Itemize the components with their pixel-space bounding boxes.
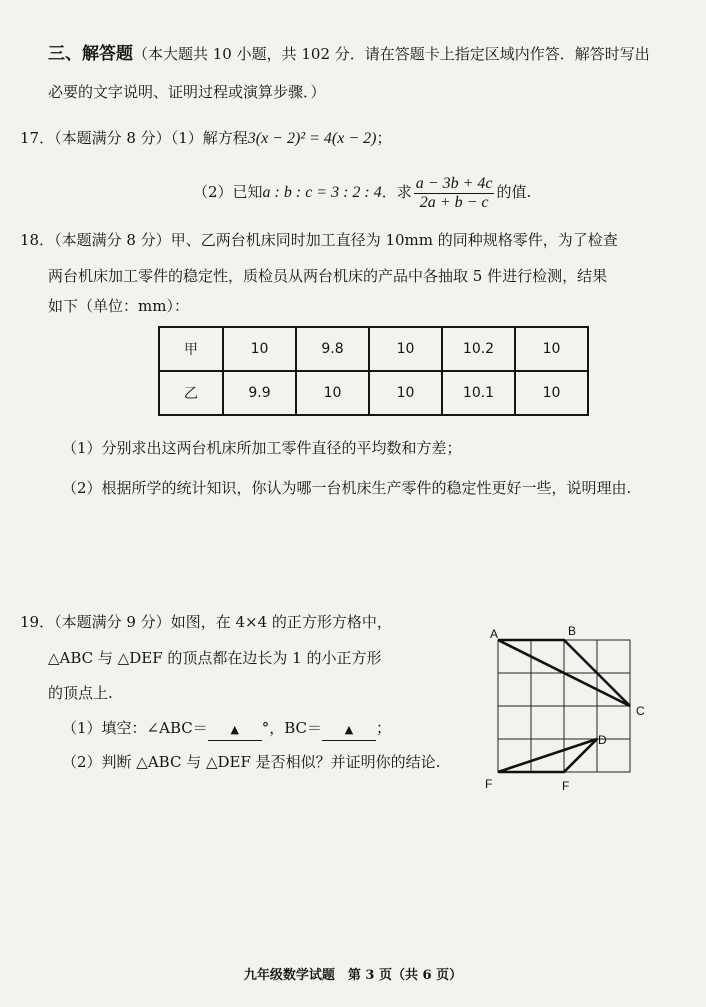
section-prefix: 三、 [48, 44, 82, 64]
grid-lines [498, 640, 630, 772]
q17-p1-end: ； [376, 129, 392, 147]
q18-number: 18． [20, 231, 55, 249]
q19-p1-deg: °，BC＝ [261, 719, 323, 737]
triangle-marker-icon: ▲ [230, 723, 239, 736]
q17-line1 [20, 128, 391, 149]
table-cell: 10 [369, 371, 442, 415]
vertex-label-d: D [598, 733, 607, 747]
vertex-label-b: B [568, 624, 577, 638]
q17-fraction-numerator: a − 3b + 4c [415, 174, 493, 192]
table-cell: 10 [223, 327, 296, 371]
q17-score: （本题满分 8 分） [54, 129, 171, 147]
q18-text-2: 两台机床加工零件的稳定性，质检员从两台机床的产品中各抽取 5 件进行检测，结果 [48, 267, 608, 285]
q19-grid-figure [480, 620, 660, 800]
table-cell: 10 [369, 327, 442, 371]
q18-part2: （2）根据所学的统计知识，你认为哪一台机床生产零件的稳定性更好一些，说明理由. [62, 479, 632, 497]
section-desc-2: 必要的文字说明、证明过程或演算步骤．） [48, 83, 326, 101]
q18-score: （本题满分 8 分） [54, 231, 171, 249]
q17-p1-label: （1）解方程 [170, 129, 248, 147]
table-cell: 9.9 [223, 371, 296, 415]
table-cell: 10.2 [442, 327, 515, 371]
table-cell: 10 [515, 327, 588, 371]
page-footer: 九年级数学试题 第 3 页（共 6 页） [243, 968, 463, 983]
q19-text-3: 的顶点上. [48, 684, 113, 702]
q17-p2-ratio: a : b : c = 3 : 2 : 4 [262, 184, 382, 201]
q17-p2-end: 的值. [496, 183, 532, 201]
vertex-label-f: F [485, 777, 493, 791]
q18-text-1: 甲、乙两台机床同时加工直径为 10mm 的同种规格零件，为了检查 [170, 231, 618, 249]
q19-p1-label: （1）填空：∠ABC＝ [62, 719, 208, 737]
q19-line1 [20, 612, 392, 632]
triangle-def [498, 739, 597, 772]
section-header [48, 44, 650, 64]
q17-p2-ask: ．求 [381, 183, 412, 201]
vertex-label-e: F [562, 779, 570, 793]
section-title: 解答题 [82, 44, 133, 64]
q17-fraction-denominator: 2a + b − c [419, 193, 489, 211]
q17-line2 [193, 172, 531, 213]
table-row-label-yi: 乙 [159, 371, 223, 415]
q17-p1-equation: 3(x − 2)² = 4(x − 2) [247, 130, 377, 147]
answer-blank-angle [208, 718, 262, 741]
q17-p2-label: （2）已知 [193, 183, 263, 201]
q19-part1 [62, 718, 391, 741]
q18-data-table [158, 326, 589, 416]
q19-score: （本题满分 9 分） [54, 613, 171, 631]
table-cell: 10.1 [442, 371, 515, 415]
table-row-label-jia: 甲 [159, 327, 223, 371]
q19-part2: （2）判断 △ABC 与 △DEF 是否相似？并证明你的结论. [62, 753, 441, 771]
table-cell: 9.8 [296, 327, 369, 371]
q19-p1-end: ； [376, 719, 392, 737]
q19-text-2: △ABC 与 △DEF 的顶点都在边长为 1 的小正方形 [48, 649, 382, 667]
q19-number: 19． [20, 613, 55, 631]
q18-part1: （1）分别求出这两台机床所加工零件直径的平均数和方差； [62, 439, 462, 457]
vertex-label-c: C [636, 704, 645, 718]
q17-number: 17． [20, 129, 55, 147]
q19-text-1: 如图，在 4×4 的正方形方格中， [170, 613, 392, 631]
section-desc-1: （本大题共 10 小题，共 102 分．请在答题卡上指定区域内作答．解答时写出 [133, 45, 650, 63]
q18-text-3: 如下（单位：mm）： [48, 297, 189, 315]
table-row [159, 327, 588, 371]
answer-blank-bc [322, 718, 376, 741]
q18-line1 [20, 230, 618, 250]
vertex-label-a: A [490, 627, 499, 641]
triangle-marker-icon: ▲ [344, 723, 354, 736]
q17-fraction [414, 175, 495, 212]
table-cell: 10 [515, 371, 588, 415]
table-cell: 10 [296, 371, 369, 415]
table-row [159, 371, 588, 415]
